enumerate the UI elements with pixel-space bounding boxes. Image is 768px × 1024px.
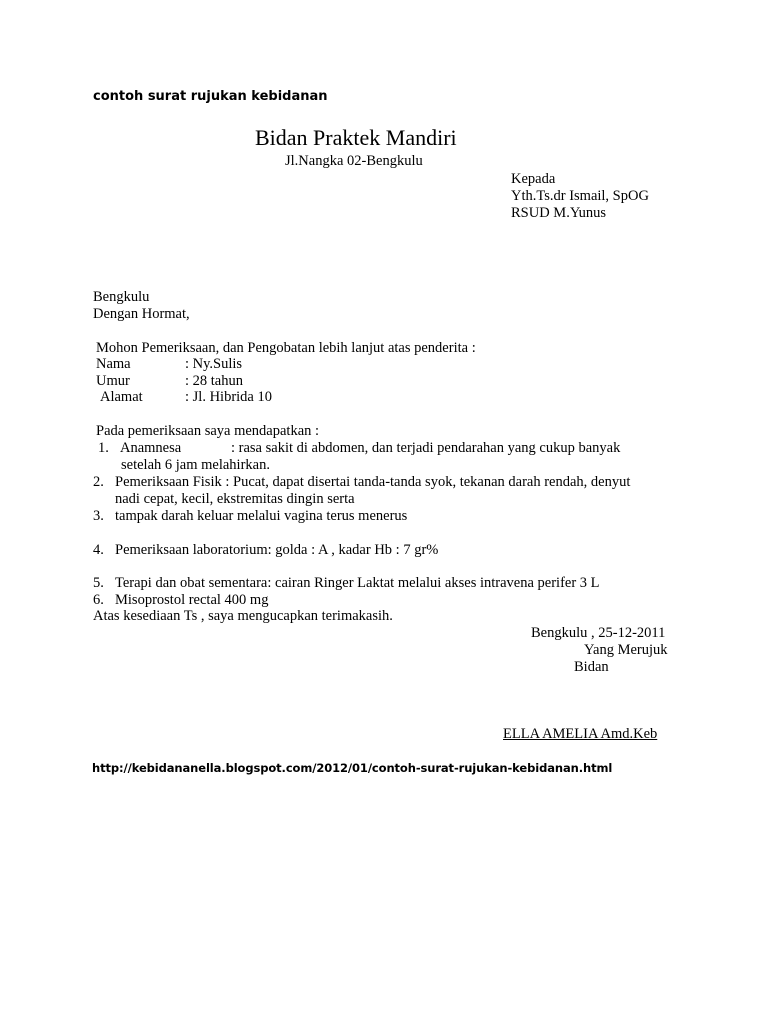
finding-4-text: Pemeriksaan laboratorium: golda : A , kadar Hb : 7 gr% — [115, 542, 439, 558]
patient-age-value: : 28 tahun — [185, 373, 243, 389]
source-url: http://kebidananella.blogspot.com/2012/01/contoh-surat-rujukan-kebidanan.html — [92, 761, 613, 775]
finding-1-text: : rasa sakit di abdomen, dan terjadi pendarahan yang cukup banyak — [231, 440, 621, 456]
finding-5-text: Terapi dan obat sementara: cairan Ringer Laktat melalui akses intravena perifer 3 L — [115, 575, 600, 591]
closing-text: Atas kesediaan Ts , saya mengucapkan terimakasih. — [93, 608, 393, 624]
patient-address-label: Alamat — [100, 389, 143, 405]
patient-name-value: : Ny.Sulis — [185, 356, 243, 372]
finding-6-number: 6. — [93, 592, 104, 608]
letterhead-title: Bidan Praktek Mandiri — [255, 125, 457, 150]
finding-1-number: 1. — [98, 440, 109, 456]
signature-role: Bidan — [574, 659, 609, 675]
finding-3-text: tampak darah keluar melalui vagina terus menerus — [115, 508, 408, 524]
letterhead-address: Jl.Nangka 02-Bengkulu — [285, 153, 423, 169]
signature-name: ELLA AMELIA Amd.Keb — [503, 726, 658, 742]
signature-place-date: Bengkulu , 25-12-2011 — [531, 625, 666, 641]
signature-referrer: Yang Merujuk — [584, 642, 668, 658]
finding-1-label: Anamnesa — [120, 440, 182, 456]
patient-address-value: : Jl. Hibrida 10 — [185, 389, 272, 405]
finding-2-continued: nadi cepat, kecil, ekstremitas dingin serta — [115, 491, 355, 507]
finding-2-text: Pemeriksaan Fisik : Pucat, dapat disertai tanda-tanda syok, tekanan darah rendah, denyut — [115, 474, 631, 490]
finding-4-number: 4. — [93, 542, 104, 558]
patient-age-label: Umur — [96, 373, 130, 389]
salutation: Dengan Hormat, — [93, 306, 190, 322]
finding-5-number: 5. — [93, 575, 104, 591]
finding-1-continued: setelah 6 jam melahirkan. — [121, 457, 270, 473]
finding-6-text: Misoprostol rectal 400 mg — [115, 592, 269, 608]
recipient-name: Yth.Ts.dr Ismail, SpOG — [511, 188, 649, 204]
recipient-to: Kepada — [511, 171, 556, 187]
finding-2-number: 2. — [93, 474, 104, 490]
findings-intro: Pada pemeriksaan saya mendapatkan : — [96, 423, 320, 439]
opening-city: Bengkulu — [93, 289, 150, 305]
request-text: Mohon Pemeriksaan, dan Pengobatan lebih lanjut atas penderita : — [96, 340, 476, 356]
patient-name-label: Nama — [96, 356, 131, 372]
document-heading: contoh surat rujukan kebidanan — [93, 89, 328, 104]
finding-3-number: 3. — [93, 508, 104, 524]
recipient-institution: RSUD M.Yunus — [511, 205, 607, 221]
